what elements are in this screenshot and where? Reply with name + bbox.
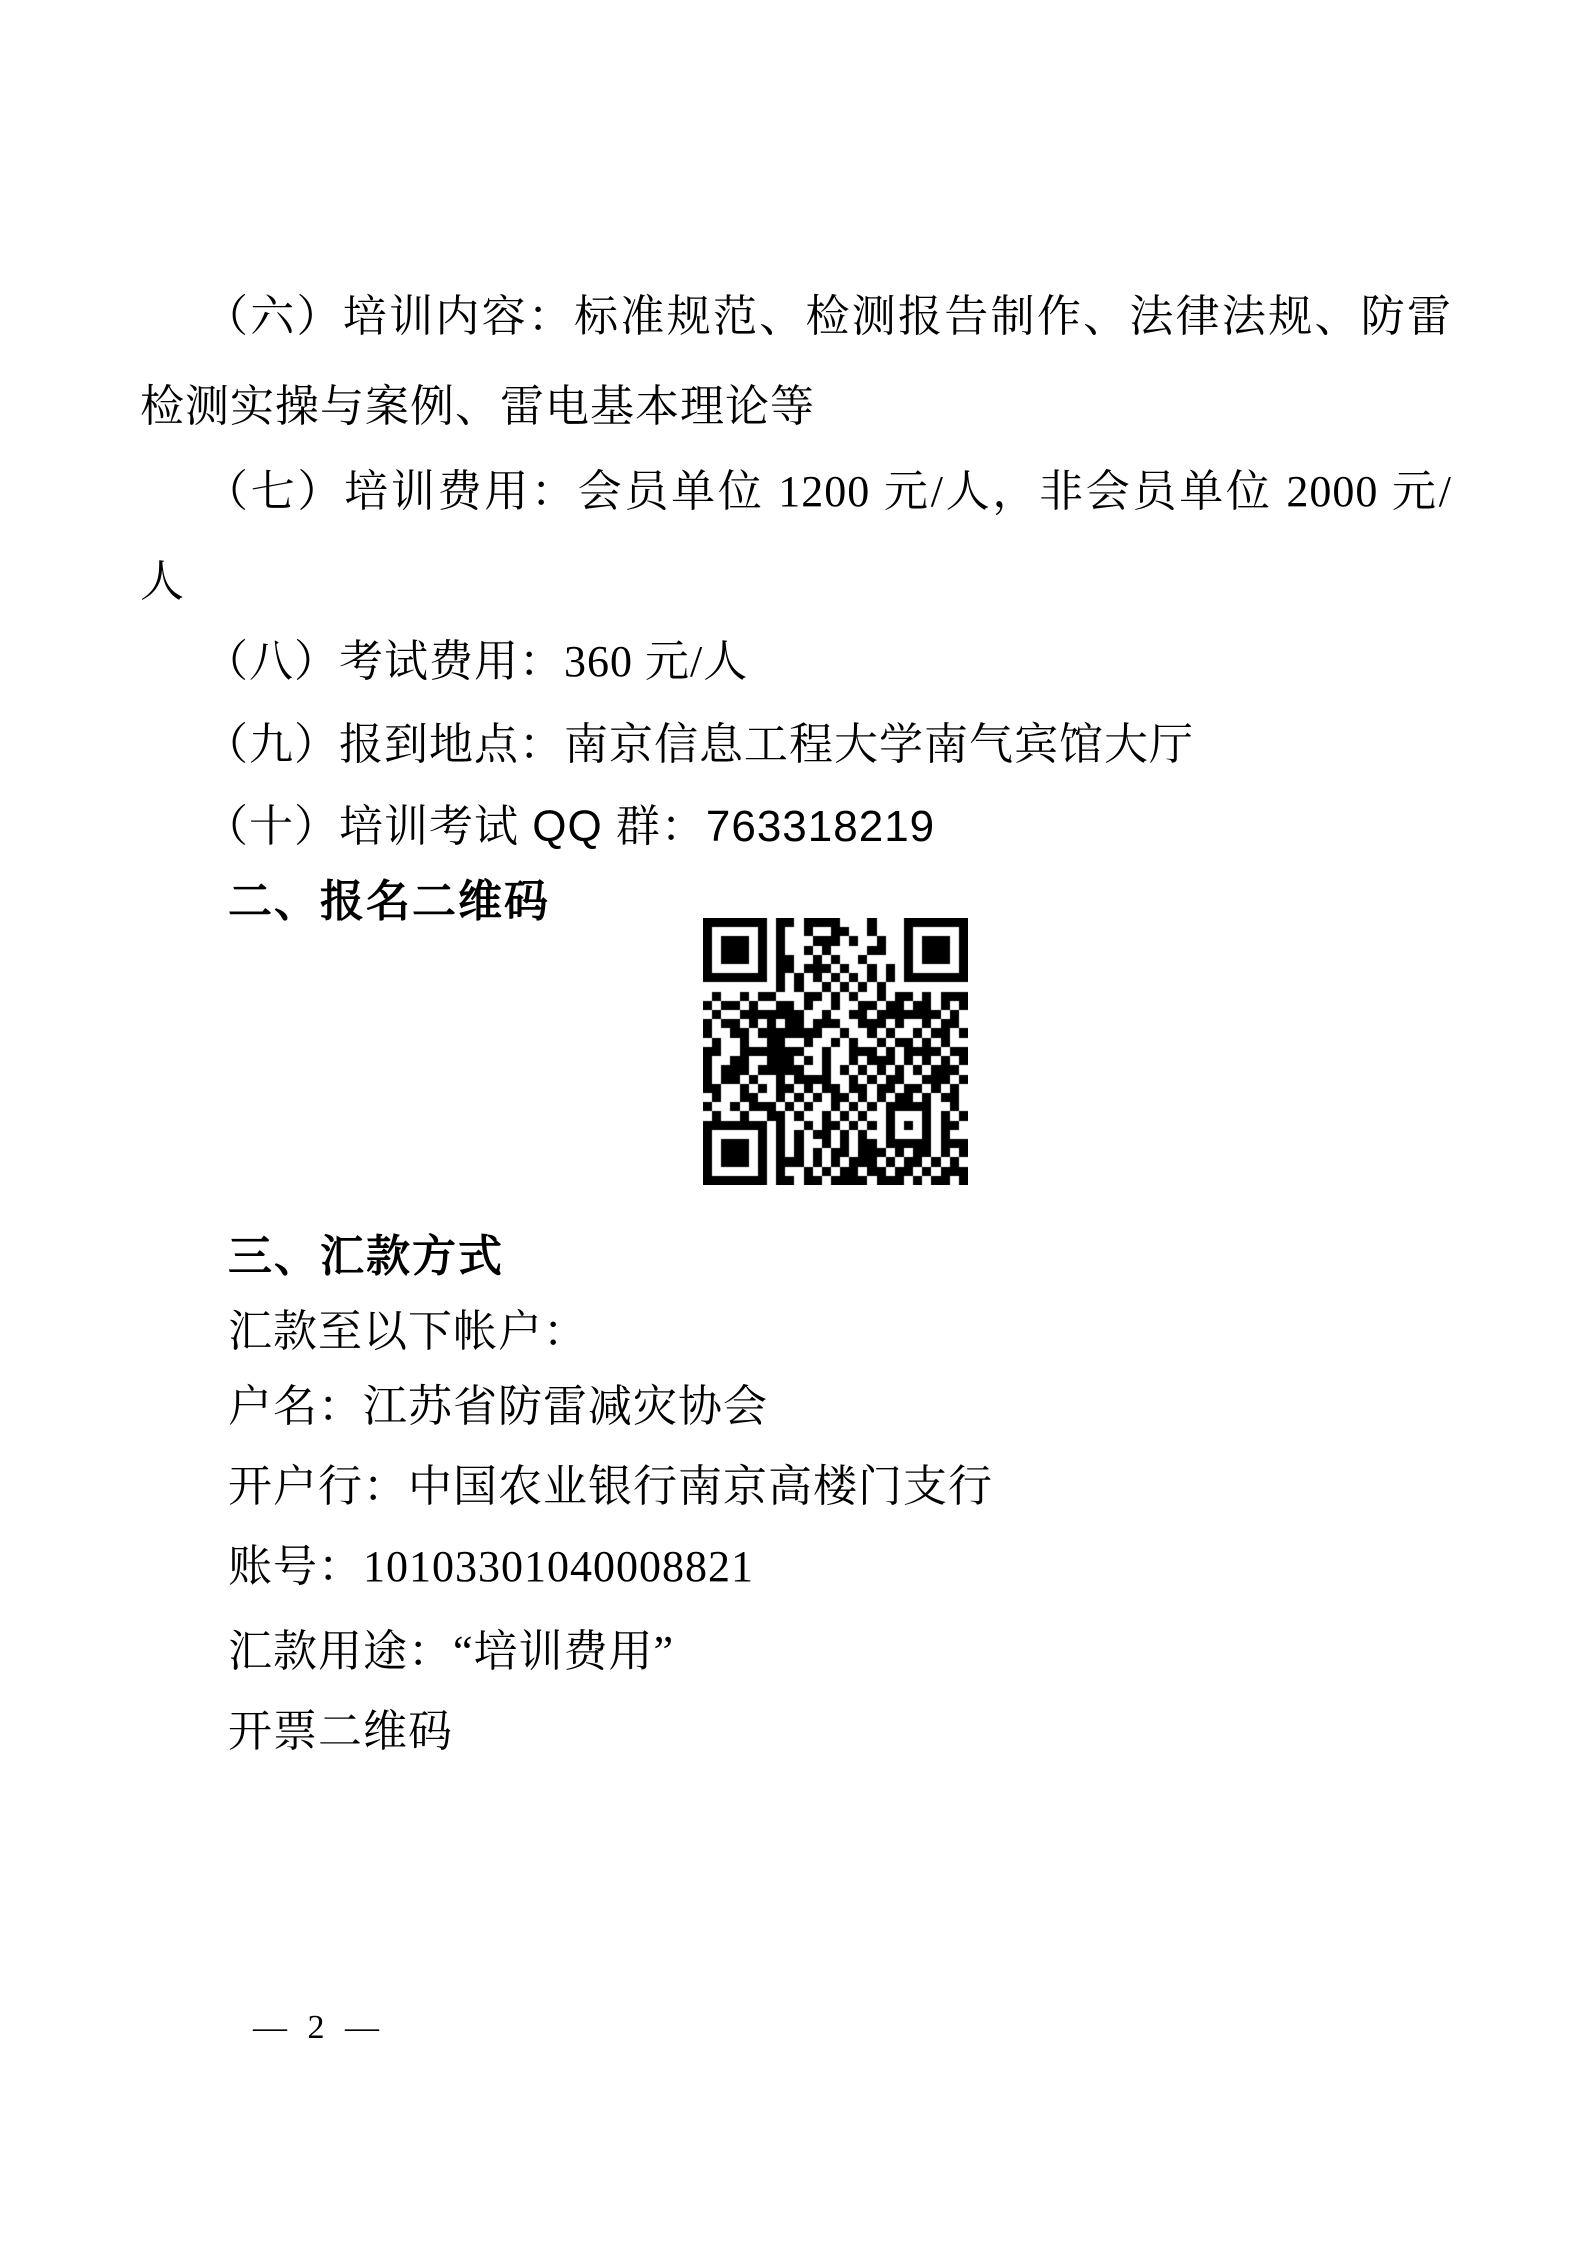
registration-qr-code	[703, 918, 968, 1185]
list-item-8-exam-fee: （八）考试费用：360 元/人	[204, 637, 749, 686]
bank-branch-line: 开户行：中国农业银行南京高楼门支行	[228, 1462, 993, 1511]
remittance-purpose-line: 汇款用途：“培训费用”	[228, 1627, 675, 1676]
page-number: — 2 —	[253, 2009, 385, 2046]
section-2-heading-registration-qr: 二、报名二维码	[228, 877, 550, 926]
list-item-10-qq-group: （十）培训考试 QQ 群：763318219	[204, 802, 936, 851]
section-3-heading-remittance-method: 三、汇款方式	[228, 1232, 504, 1281]
list-item-7-training-fee: （七）培训费用：会员单位 1200 元/人，非会员单位 2000 元/人	[140, 467, 1452, 606]
remittance-intro-line: 汇款至以下帐户：	[228, 1307, 588, 1356]
account-number-line: 账号：10103301040008821	[228, 1542, 754, 1591]
list-item-9-checkin-location: （九）报到地点：南京信息工程大学南气宾馆大厅	[204, 720, 1194, 769]
list-item-6-training-content: （六）培训内容：标准规范、检测报告制作、法律法规、防雷检测实操与案例、雷电基本理论等	[140, 292, 1452, 431]
account-name-line: 户名：江苏省防雷减灾协会	[228, 1382, 768, 1431]
invoice-qr-label-line: 开票二维码	[228, 1707, 453, 1756]
